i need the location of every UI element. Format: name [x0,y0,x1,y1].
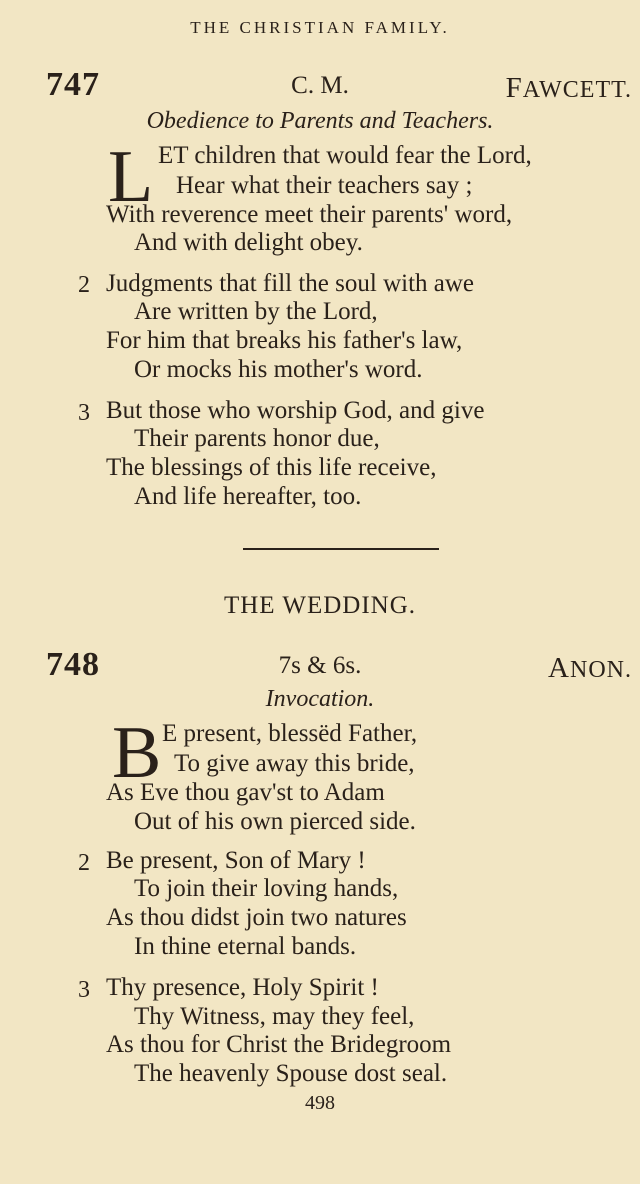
verse-line: And life hereafter, too. [134,483,362,510]
stanza-number: 3 [78,977,90,1003]
stanza-number: 2 [78,272,90,298]
verse-line: Or mocks his mother's word. [134,356,423,383]
verse-line: E present, blessëd Father, [162,720,418,747]
verse-line: As thou didst join two natures [106,904,407,931]
drop-cap: L [108,136,154,218]
hymn-subtitle: Obedience to Parents and Teachers. [146,108,494,134]
verse-line: Are written by the Lord, [134,298,378,325]
hymn-meter: 7s & 6s. [278,652,362,679]
verse-line: ET children that would fear the Lord, [158,142,532,169]
section-title: THE WEDDING. [223,592,417,619]
composer-initial: A [548,652,570,684]
verse-line: Thy presence, Holy Spirit ! [106,974,379,1001]
verse-line: To join their loving hands, [134,875,399,902]
verse-line: The heavenly Spouse dost seal. [134,1060,448,1087]
composer-rest: NON. [570,657,632,683]
verse-line: Out of his own pierced side. [134,808,416,835]
verse-line: Judgments that fill the soul with awe [106,270,475,297]
verse-line: As Eve thou gav'st to Adam [106,779,385,806]
verse-line: The blessings of this life receive, [106,454,437,481]
verse-line: With reverence meet their parents' word, [106,201,513,228]
verse-line: And with delight obey. [134,229,363,256]
hymn-meter: C. M. [291,72,349,99]
verse-line: To give away this bride, [174,750,415,777]
verse-line: For him that breaks his father's law, [106,327,463,354]
hymn-composer [548,652,632,685]
hymn-number: 747 [46,66,100,103]
hymn-composer [506,72,632,105]
composer-initial: F [505,72,523,104]
verse-line: But those who worship God, and give [106,397,485,424]
verse-line: Be present, Son of Mary ! [106,847,366,874]
verse-line: Their parents honor due, [134,425,380,452]
stanza-number: 2 [78,850,90,876]
verse-line: In thine eternal bands. [134,933,357,960]
page-number: 498 [305,1092,335,1114]
hymn-number: 748 [46,646,100,683]
composer-rest: AWCETT. [522,77,632,103]
verse-line: As thou for Christ the Bridegroom [106,1031,452,1058]
verse-line: Thy Witness, may they feel, [134,1003,415,1030]
section-divider [243,548,439,550]
running-head: THE CHRISTIAN FAMILY. [190,18,450,37]
drop-cap: B [112,712,162,794]
stanza-number: 3 [78,400,90,426]
verse-line: Hear what their teachers say ; [176,172,473,199]
hymn-subtitle: Invocation. [265,686,375,712]
